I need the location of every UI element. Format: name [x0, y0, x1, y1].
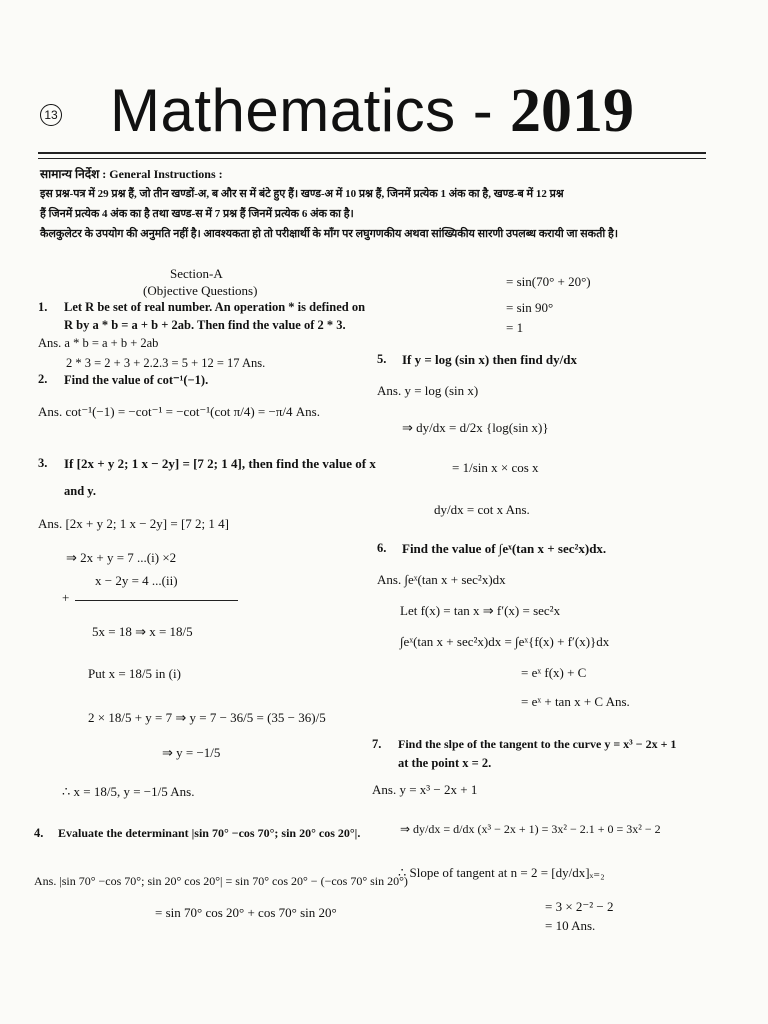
instructions-line-1: इस प्रश्न-पत्र में 29 प्रश्न हैं, जो तीन खण्डों-अ, ब और स में बंटे हुए हैं। खण्ड-अ में 10 प्रश्न हैं, जिनमें प्रत्येक 1 अंक का है, खण्ड-ब में 12 प्रश्न: [40, 188, 564, 200]
q3-result: ∴ x = 18/5, y = −1/5 Ans.: [62, 784, 195, 799]
q7-number: 7.: [372, 737, 382, 751]
q1-number: 1.: [38, 300, 48, 314]
page-title: Mathematics -: [110, 77, 494, 144]
q4-equation-2: = sin 70° cos 20° + cos 70° sin 20°: [155, 905, 337, 920]
q3-equation-3: 5x = 18 ⇒ x = 18/5: [92, 624, 193, 639]
q2-number: 2.: [38, 372, 48, 386]
q1-text-line-2: R by a * b = a + b + 2ab. Then find the value of 2 * 3.: [64, 318, 346, 332]
q3-equation-5: 2 × 18/5 + y = 7 ⇒ y = 7 − 36/5 = (35 − 36)/5: [88, 710, 326, 725]
q7-equation-1: ⇒ dy/dx = d/dx (x³ − 2x + 1) = 3x² − 2.1 + 0 = 3x² − 2: [400, 822, 661, 836]
q4-continued-3: = 1: [506, 320, 524, 335]
q3-equation-1: ⇒ 2x + y = 7 ...(i) ×2: [66, 550, 177, 565]
q5-answer: Ans. y = log (sin x): [377, 383, 479, 398]
q3-plus-sign: +: [62, 590, 70, 605]
q7-result: = 10 Ans.: [545, 918, 596, 933]
q7-text: Find the slpe of the tangent to the curve y = x³ − 2x + 1: [398, 737, 677, 751]
instructions-heading: सामान्य निर्देश : General Instructions :: [40, 167, 223, 181]
q3-number: 3.: [38, 456, 48, 470]
q3-addition-rule: [75, 600, 238, 601]
q1-text-line-1: Let R be set of real number. An operation * is defined on: [64, 300, 366, 314]
instructions-line-3: कैलकुलेटर के उपयोग की अनुमति नहीं है। आवश्यकता हो तो परीक्षार्थी के माँग पर लघुगणकीय अथवा सांख्यिकीय सारणी उपलब्ध करायी जा सकती है।: [40, 228, 619, 240]
q3-text-line-2: and y.: [64, 484, 96, 498]
q4-answer: Ans. |sin 70° −cos 70°; sin 20° cos 20°| = sin 70° cos 20° − (−cos 70° sin 20°): [34, 874, 408, 888]
q3-answer: Ans. [2x + y 2; 1 x − 2y] = [7 2; 1 4]: [38, 516, 229, 531]
q4-number: 4.: [34, 826, 44, 840]
q6-answer: Ans. ∫eˣ(tan x + sec²x)dx: [377, 572, 506, 587]
q3-equation-4: Put x = 18/5 in (i): [88, 666, 181, 681]
q5-text: If y = log (sin x) then find dy/dx: [402, 352, 577, 367]
q1-answer: Ans. a * b = a + b + 2ab: [38, 336, 159, 350]
page-year: 2019: [510, 77, 634, 145]
q7-equation-3: = 3 × 2⁻² − 2: [545, 899, 614, 914]
q6-number: 6.: [377, 541, 387, 555]
q5-equation-1: ⇒ dy/dx = d/2x {log(sin x)}: [402, 420, 549, 435]
section-title: Section-A: [170, 266, 223, 281]
q6-text: Find the value of ∫eˣ(tan x + sec²x)dx.: [402, 541, 607, 556]
q4-continued-2: = sin 90°: [506, 300, 554, 315]
q5-equation-2: = 1/sin x × cos x: [452, 460, 539, 475]
header-rule-bottom: [38, 158, 706, 159]
q5-number: 5.: [377, 352, 387, 366]
q7-answer: Ans. y = x³ − 2x + 1: [372, 782, 478, 797]
q7-equation-2: ∴ Slope of tangent at n = 2 = [dy/dx]ₓ₌₂: [398, 865, 605, 880]
q2-text: Find the value of cot⁻¹(−1).: [64, 373, 209, 387]
q3-text: If [2x + y 2; 1 x − 2y] = [7 2; 1 4], then find the value of x: [64, 456, 376, 471]
q1-calculation: 2 * 3 = 2 + 3 + 2.2.3 = 5 + 12 = 17 Ans.: [66, 356, 266, 370]
q5-result: dy/dx = cot x Ans.: [434, 502, 530, 517]
q2-answer: Ans. cot⁻¹(−1) = −cot⁻¹ = −cot⁻¹(cot π/4) = −π/4 Ans.: [38, 404, 320, 419]
q4-text: Evaluate the determinant |sin 70° −cos 70°; sin 20° cos 20°|.: [58, 826, 361, 840]
q7-text-line-2: at the point x = 2.: [398, 756, 492, 770]
q4-continued-1: = sin(70° + 20°): [506, 274, 591, 289]
header-rule-top: [38, 152, 706, 154]
q6-equation-3: = eˣ f(x) + C: [521, 665, 587, 680]
q6-equation-1: Let f(x) = tan x ⇒ f′(x) = sec²x: [400, 603, 561, 618]
q6-result: = eˣ + tan x + C Ans.: [521, 694, 630, 709]
section-subtitle: (Objective Questions): [143, 283, 258, 298]
q3-equation-2: x − 2y = 4 ...(ii): [95, 573, 178, 588]
q6-equation-2: ∫eˣ(tan x + sec²x)dx = ∫eˣ{f(x) + f′(x)}dx: [400, 634, 610, 649]
instructions-line-2: हैं जिनमें प्रत्येक 4 अंक का है तथा खण्ड-स में 7 प्रश्न हैं जिनमें प्रत्येक 6 अंक का है।: [40, 208, 354, 220]
page-number-badge: 13: [40, 104, 62, 126]
q3-equation-6: ⇒ y = −1/5: [162, 745, 221, 760]
